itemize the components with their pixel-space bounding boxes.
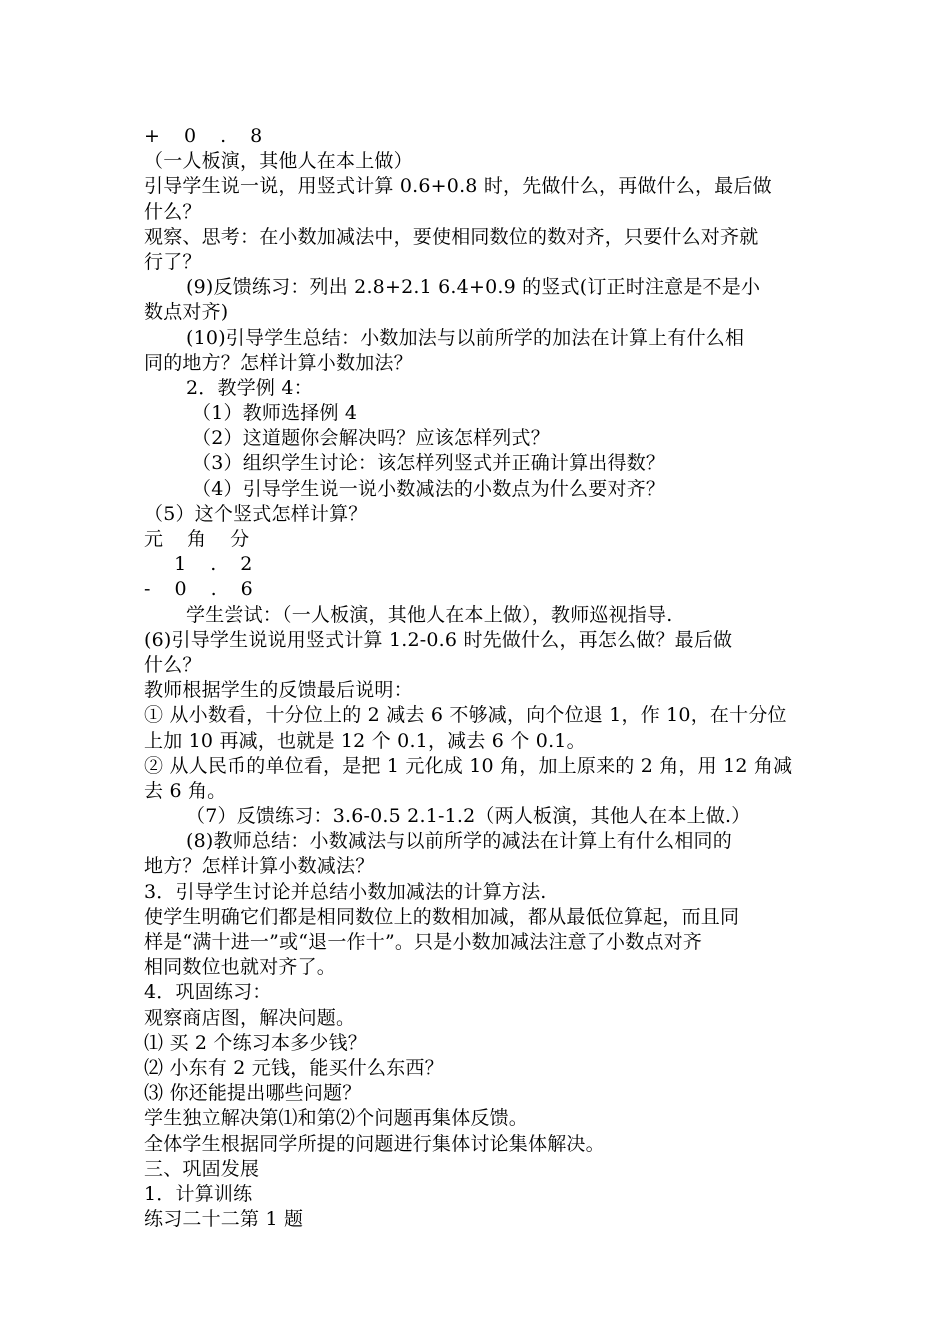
text-line: 学生尝试：（一人板演，其他人在本上做），教师巡视指导. [186,603,673,626]
text-line: 引导学生说一说，用竖式计算 0.6+0.8 时，先做什么，再做什么，最后做 [144,175,772,198]
text-line: 数点对齐) [144,301,229,324]
text-line: 上加 10 再减，也就是 12 个 0.1，减去 6 个 0.1。 [144,729,586,752]
text-line: （4）引导学生说一说小数减法的小数点为什么要对齐？ [192,477,666,500]
text-line: 2．教学例 4： [186,376,313,399]
text-line: 3．引导学生讨论并总结小数加减法的计算方法. [144,880,547,903]
text-line: 观察、思考：在小数加减法中，要使相同数位的数对齐，只要什么对齐就 [144,225,759,248]
text-line: ⑴ 买 2 个练习本多少钱？ [144,1031,368,1054]
text-line: 样是“满十进一”或“退一作十”。只是小数加减法注意了小数点对齐 [144,931,703,953]
text-line: （5）这个竖式怎样计算？ [144,502,368,525]
text-line: 三、巩固发展 [144,1157,260,1180]
text-line: 行了？ [144,250,202,273]
text-line: 什么？ [144,200,202,223]
text-line: 元 角 分 [144,528,259,550]
text-line: （3）组织学生讨论：该怎样列竖式并正确计算出得数？ [192,452,666,475]
text-line: 同的地方？怎样计算小数加法？ [144,351,413,374]
text-line: 1 . 2 [144,553,262,576]
text-line: ② 从人民币的单位看，是把 1 元化成 10 角，加上原来的 2 角，用 12 角减 [144,754,793,777]
text-line: 1．计算训练 [144,1182,253,1205]
text-line: 观察商店图，解决问题。 [144,1006,356,1029]
document-body [144,124,814,1232]
text-line: (10)引导学生总结：小数加法与以前所学的加法在计算上有什么相 [186,326,745,349]
text-line: （7）反馈练习：3.6-0.5 2.1-1.2（两人板演，其他人在本上做.） [186,805,751,828]
text-line: 4．巩固练习： [144,981,272,1004]
text-line: 教师根据学生的反馈最后说明： [144,679,413,702]
text-line: （1）教师选择例 4 [192,402,358,425]
text-line: (9)反馈练习：列出 2.8+2.1 6.4+0.9 的竖式(订正时注意是不是小 [186,276,761,299]
text-line: （2）这道题你会解决吗？应该怎样列式？ [192,427,550,450]
text-line: (8)教师总结：小数减法与以前所学的减法在计算上有什么相同的 [186,830,732,853]
text-line: + 0 . 8 [144,125,272,147]
text-line: （一人板演，其他人在本上做） [144,150,413,173]
text-line: 全体学生根据同学所提的问题进行集体讨论集体解决。 [144,1132,605,1155]
text-line: 地方？怎样计算小数减法？ [144,855,375,878]
text-line: 练习二十二第 1 题 [144,1208,304,1231]
text-line: 使学生明确它们都是相同数位上的数相加减，都从最低位算起，而且同 [144,905,740,928]
text-line: (6)引导学生说说用竖式计算 1.2-0.6 时先做什么，再怎么做？最后做 [144,628,733,651]
text-line: 学生独立解决第⑴和第⑵个问题再集体反馈。 [144,1107,529,1130]
text-line: ⑶ 你还能提出哪些问题？ [144,1082,362,1105]
text-line: ⑵ 小东有 2 元钱，能买什么东西？ [144,1056,444,1079]
text-line: 什么？ [144,653,202,676]
text-line: ① 从小数看，十分位上的 2 减去 6 不够减，向个位退 1，作 10，在十分位 [144,704,787,727]
text-line: - 0 . 6 [144,578,262,601]
text-line: 去 6 角。 [144,779,227,802]
text-line: 相同数位也就对齐了。 [144,956,337,979]
